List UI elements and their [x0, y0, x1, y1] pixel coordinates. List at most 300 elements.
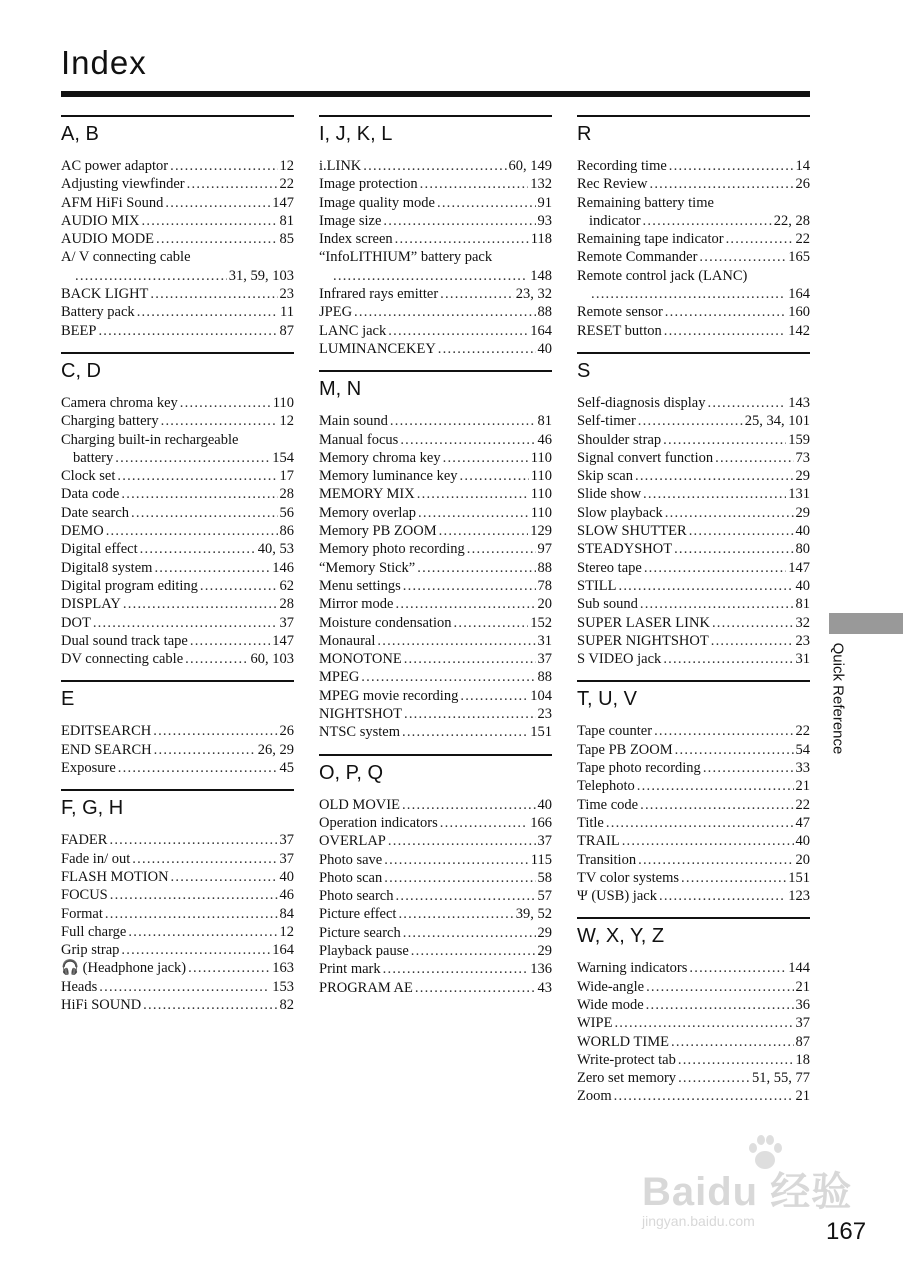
index-entry	[61, 614, 294, 632]
entry-page: 22	[795, 723, 810, 740]
entry-page: 18	[795, 1051, 810, 1068]
entry-label: Telephoto	[577, 778, 635, 795]
index-entry	[319, 303, 552, 321]
index-section	[61, 115, 294, 340]
entry-page: 84	[279, 905, 294, 922]
entry-page: 29	[795, 468, 810, 485]
leader-dots	[171, 868, 278, 886]
index-entry	[61, 467, 294, 485]
entry-label: DEMO	[61, 523, 104, 540]
entry-label: Fade in/ out	[61, 850, 131, 867]
index-entry	[577, 212, 810, 230]
watermark-url: jingyan.baidu.com	[642, 1213, 755, 1229]
side-tab-marker	[829, 613, 903, 634]
section-rule	[577, 680, 810, 682]
entry-label: Zoom	[577, 1088, 612, 1105]
entry-page: 22, 28	[773, 212, 810, 229]
leader-dots	[649, 175, 793, 193]
entry-page: 164	[530, 322, 552, 339]
leader-dots	[132, 850, 277, 868]
entry-label: AUDIO MODE	[61, 231, 155, 248]
index-entry	[319, 723, 552, 741]
index-entry	[319, 449, 552, 467]
leader-dots	[460, 687, 528, 705]
index-section	[61, 789, 294, 1014]
index-entry	[577, 504, 810, 522]
leader-dots	[396, 887, 536, 905]
index-entry	[577, 869, 810, 887]
entry-page: 26	[795, 176, 810, 193]
entry-label: OVERLAP	[319, 833, 386, 850]
section-heading: C, D	[61, 359, 101, 382]
index-entry	[577, 722, 810, 740]
leader-dots	[618, 577, 793, 595]
entry-label: Picture search	[319, 924, 401, 941]
entry-label: STILL	[577, 577, 617, 594]
leader-dots	[646, 978, 793, 996]
entry-label: Remote Commander	[577, 249, 698, 266]
index-entry	[61, 850, 294, 868]
entry-label: HiFi SOUND	[61, 996, 142, 1013]
entry-label: Adjusting viewfinder	[61, 176, 185, 193]
index-entry	[61, 431, 294, 449]
entry-label: DOT	[61, 614, 91, 631]
leader-dots	[400, 431, 535, 449]
index-entry	[61, 540, 294, 558]
entry-page: 58	[537, 869, 552, 886]
side-tab-label: Quick Reference	[829, 642, 847, 755]
entry-page: 37	[537, 833, 552, 850]
index-entry	[319, 577, 552, 595]
leader-dots	[98, 322, 277, 340]
leader-dots	[699, 248, 786, 266]
entry-page: 37	[279, 614, 294, 631]
index-entry	[577, 796, 810, 814]
section-heading: E	[61, 688, 75, 711]
index-section	[577, 917, 810, 1105]
leader-dots	[395, 230, 529, 248]
index-entry	[319, 267, 552, 285]
entry-page: 21	[795, 778, 810, 795]
index-entry	[319, 650, 552, 668]
index-entry	[319, 540, 552, 558]
entry-label: Moisture condensation	[319, 614, 452, 631]
leader-dots	[637, 777, 794, 795]
entry-label: AUDIO MIX	[61, 212, 140, 229]
entry-page: 14	[795, 158, 810, 174]
leader-dots	[137, 303, 278, 321]
entry-page: 164	[788, 286, 810, 303]
entry-page: 31, 59, 103	[228, 267, 294, 284]
entry-label: Write-protect tab	[577, 1051, 676, 1068]
entry-page: 78	[537, 577, 552, 594]
entry-label: Tape counter	[577, 723, 653, 740]
entry-label: Digital8 system	[61, 559, 153, 576]
entry-page: 37	[537, 651, 552, 668]
section-heading: S	[577, 359, 591, 382]
entry-label: TRAIL	[577, 833, 620, 850]
entry-label: Exposure	[61, 760, 116, 777]
entry-label: Tape photo recording	[577, 760, 701, 777]
leader-dots	[117, 467, 277, 485]
index-column-3	[577, 115, 810, 1118]
entry-page: 147	[788, 559, 810, 576]
leader-dots	[128, 923, 277, 941]
index-column-1	[61, 115, 294, 1026]
entry-label: Charging battery	[61, 413, 159, 430]
leader-dots	[665, 303, 786, 321]
entry-page: 54	[795, 741, 810, 758]
entry-page: 87	[795, 1033, 810, 1050]
entry-page: 45	[279, 760, 294, 777]
index-entry	[319, 485, 552, 503]
title-rule	[61, 91, 810, 97]
leader-dots	[153, 722, 277, 740]
leader-dots	[118, 759, 278, 777]
index-entry	[319, 905, 552, 923]
entry-page: 29	[795, 504, 810, 521]
entry-label: NIGHTSHOT	[319, 706, 402, 723]
entry-page: 23	[795, 632, 810, 649]
leader-dots	[467, 540, 536, 558]
entry-label: Title	[577, 814, 604, 831]
entry-page: 23, 32	[515, 286, 552, 303]
index-entry	[319, 796, 552, 814]
section-rule	[319, 370, 552, 372]
index-section	[61, 352, 294, 668]
index-entry	[577, 1069, 810, 1087]
leader-dots	[440, 285, 514, 303]
leader-dots	[675, 741, 794, 759]
entry-page: 56	[279, 504, 294, 521]
leader-dots	[638, 412, 743, 430]
index-section	[577, 115, 810, 340]
entry-page: 28	[279, 486, 294, 503]
leader-dots	[681, 869, 786, 887]
index-entry	[319, 230, 552, 248]
leader-dots	[689, 522, 794, 540]
leader-dots	[715, 449, 793, 467]
leader-dots	[75, 267, 227, 285]
index-entry	[61, 759, 294, 777]
entry-page: 73	[795, 449, 810, 466]
entry-label: Signal convert function	[577, 449, 714, 466]
leader-dots	[635, 467, 794, 485]
entry-label: RESET button	[577, 322, 662, 339]
entry-page: 40, 53	[257, 541, 294, 558]
index-entry	[577, 959, 810, 977]
index-entry	[577, 595, 810, 613]
index-entry	[577, 887, 810, 905]
leader-dots	[712, 614, 794, 632]
index-entry	[577, 559, 810, 577]
entry-label: Print mark	[319, 961, 381, 978]
leader-dots	[390, 412, 536, 430]
leader-dots	[415, 979, 536, 997]
entry-page: 118	[530, 231, 552, 248]
leader-dots	[354, 303, 535, 321]
entry-label: Charging built-in rechargeable	[61, 431, 239, 448]
index-entry	[577, 996, 810, 1014]
entry-label: “Memory Stick”	[319, 559, 416, 576]
leader-dots	[640, 796, 793, 814]
entry-page: 85	[279, 231, 294, 248]
index-entry	[577, 1033, 810, 1051]
entry-label: MEMORY MIX	[319, 486, 415, 503]
index-entry	[61, 650, 294, 668]
index-entry	[577, 1014, 810, 1032]
entry-label: Memory photo recording	[319, 541, 465, 558]
entry-page: 20	[795, 851, 810, 868]
leader-dots	[165, 194, 270, 212]
entry-label: Monaural	[319, 632, 376, 649]
entry-label: 🎧 (Headphone jack)	[61, 960, 187, 977]
entry-page: 81	[537, 413, 552, 430]
entry-label: Index screen	[319, 231, 393, 248]
index-entry	[577, 394, 810, 412]
leader-dots	[190, 632, 270, 650]
entry-page: 81	[279, 212, 294, 229]
entry-page: 43	[537, 979, 552, 996]
entry-page: 88	[537, 304, 552, 321]
entry-page: 154	[272, 449, 294, 466]
leader-dots	[404, 705, 536, 723]
index-entry	[61, 941, 294, 959]
leader-dots	[418, 504, 529, 522]
leader-dots	[384, 869, 535, 887]
entry-page: 31	[537, 632, 552, 649]
entry-page: 88	[537, 669, 552, 686]
entry-label: Menu settings	[319, 577, 401, 594]
entry-page: 26, 29	[257, 741, 294, 758]
entry-page: 166	[530, 814, 552, 831]
entry-label: Transition	[577, 851, 637, 868]
index-entry	[319, 322, 552, 340]
entry-page: 81	[795, 596, 810, 613]
entry-page: 46	[279, 887, 294, 904]
entry-label: DV connecting cable	[61, 651, 184, 668]
entry-page: 12	[279, 923, 294, 940]
entry-label: indicator	[589, 212, 641, 229]
index-entry	[61, 230, 294, 248]
entry-label: Tape PB ZOOM	[577, 741, 673, 758]
entry-page: 87	[279, 322, 294, 339]
entry-label: Time code	[577, 796, 639, 813]
index-section	[61, 680, 294, 777]
leader-dots	[591, 285, 786, 303]
entry-page: 22	[279, 176, 294, 193]
leader-dots	[654, 722, 793, 740]
leader-dots	[121, 485, 277, 503]
index-entry	[319, 869, 552, 887]
index-entry	[319, 248, 552, 266]
section-rule	[319, 754, 552, 756]
entry-label: Memory chroma key	[319, 449, 441, 466]
entry-page: 28	[279, 596, 294, 613]
leader-dots	[711, 632, 794, 650]
leader-dots	[443, 449, 529, 467]
leader-dots	[669, 157, 794, 175]
index-entry	[61, 504, 294, 522]
entry-label: WORLD TIME	[577, 1033, 669, 1050]
leader-dots	[659, 887, 786, 905]
leader-dots	[142, 212, 278, 230]
section-heading: R	[577, 123, 592, 145]
entry-label: Dual sound track tape	[61, 632, 188, 649]
entry-label: Digital program editing	[61, 577, 198, 594]
index-entry	[61, 559, 294, 577]
entry-label: Full charge	[61, 923, 127, 940]
entry-label: MPEG movie recording	[319, 687, 459, 704]
index-entry	[577, 1051, 810, 1069]
entry-page: 11	[280, 304, 294, 321]
entry-page: 110	[272, 394, 294, 411]
index-entry	[61, 449, 294, 467]
leader-dots	[638, 851, 793, 869]
entry-label: Self-timer	[577, 413, 636, 430]
entry-label: Operation indicators	[319, 814, 438, 831]
entry-page: 148	[530, 267, 552, 284]
leader-dots	[123, 595, 278, 613]
section-rule	[319, 115, 552, 117]
entry-label: Battery pack	[61, 304, 135, 321]
entry-page: 151	[788, 869, 810, 886]
leader-dots	[384, 851, 529, 869]
index-entry	[61, 577, 294, 595]
leader-dots	[333, 267, 528, 285]
entry-label: FADER	[61, 832, 108, 849]
entry-label: i.LINK	[319, 158, 362, 174]
entry-page: 164	[272, 942, 294, 959]
entry-page: 147	[272, 194, 294, 211]
leader-dots	[411, 942, 536, 960]
index-entry	[319, 887, 552, 905]
leader-dots	[383, 960, 529, 978]
watermark-brand: Baidu 经验	[642, 1170, 853, 1214]
index-entry	[319, 285, 552, 303]
index-entry	[61, 322, 294, 340]
entry-page: 62	[279, 577, 294, 594]
entry-page: 110	[530, 486, 552, 503]
index-entry	[61, 996, 294, 1014]
section-heading: A, B	[61, 123, 99, 145]
leader-dots	[644, 559, 786, 577]
leader-dots	[93, 614, 278, 632]
entry-label: Ψ (USB) jack	[577, 888, 657, 905]
entry-page: 51, 55, 77	[752, 1070, 810, 1087]
leader-dots	[678, 1069, 750, 1087]
entry-page: 132	[530, 176, 552, 193]
index-entry	[61, 978, 294, 996]
entry-page: 21	[795, 978, 810, 995]
leader-dots	[140, 540, 256, 558]
entry-page: 159	[788, 431, 810, 448]
leader-dots	[640, 595, 794, 613]
entry-page: 160	[788, 304, 810, 321]
entry-label: Shoulder strap	[577, 431, 662, 448]
entry-page: 97	[537, 541, 552, 558]
entry-label: WIPE	[577, 1015, 613, 1032]
index-entry	[577, 412, 810, 430]
entry-label: MPEG	[319, 669, 360, 686]
entry-label: AFM HiFi Sound	[61, 194, 164, 211]
leader-dots	[388, 322, 528, 340]
leader-dots	[109, 831, 277, 849]
index-section	[577, 352, 810, 668]
index-entry	[61, 741, 294, 759]
entry-label: Sub sound	[577, 596, 638, 613]
entry-label: LUMINANCEKEY	[319, 340, 436, 357]
entry-page: 26	[279, 723, 294, 740]
entry-label: Camera chroma key	[61, 394, 178, 411]
index-entry	[577, 777, 810, 795]
entry-label: A/ V connecting cable	[61, 249, 191, 266]
index-entry	[577, 522, 810, 540]
leader-dots	[606, 814, 794, 832]
entry-label: Remaining battery time	[577, 194, 714, 211]
index-entry	[61, 485, 294, 503]
leader-dots	[188, 959, 270, 977]
index-entry	[319, 851, 552, 869]
entry-page: 36	[795, 996, 810, 1013]
entry-page: 40	[537, 340, 552, 357]
entry-label: Digital effect	[61, 541, 138, 558]
entry-label: Infrared rays emitter	[319, 286, 439, 303]
index-entry	[577, 194, 810, 212]
entry-page: 153	[272, 978, 294, 995]
leader-dots	[377, 632, 535, 650]
index-entry	[577, 741, 810, 759]
entry-label: AC power adaptor	[61, 158, 169, 174]
entry-label: Image size	[319, 212, 382, 229]
leader-dots	[643, 485, 786, 503]
section-rule	[577, 115, 810, 117]
index-entry	[319, 559, 552, 577]
leader-dots	[180, 394, 271, 412]
index-entry	[61, 905, 294, 923]
entry-page: 110	[530, 504, 552, 521]
index-entry	[577, 614, 810, 632]
entry-page: 60, 149	[508, 158, 552, 174]
leader-dots	[99, 978, 270, 996]
index-entry	[61, 722, 294, 740]
leader-dots	[678, 1051, 794, 1069]
entry-page: 25, 34, 101	[744, 413, 810, 430]
entry-page: 165	[788, 249, 810, 266]
index-entry	[577, 485, 810, 503]
leader-dots	[115, 449, 270, 467]
entry-page: 47	[795, 814, 810, 831]
section-rule	[61, 352, 294, 354]
entry-page: 40	[795, 833, 810, 850]
entry-label: TV color systems	[577, 869, 680, 886]
entry-label: Memory PB ZOOM	[319, 523, 437, 540]
entry-label: NTSC system	[319, 724, 400, 741]
entry-label: Remote sensor	[577, 304, 663, 321]
index-section	[319, 370, 552, 741]
index-entry	[577, 851, 810, 869]
leader-dots	[671, 1033, 794, 1051]
leader-dots	[454, 614, 529, 632]
leader-dots	[689, 959, 786, 977]
index-entry	[577, 267, 810, 285]
section-heading: F, G, H	[61, 797, 124, 820]
entry-label: Rec Review	[577, 176, 648, 193]
index-entry	[577, 175, 810, 193]
entry-label: Playback pause	[319, 942, 409, 959]
entry-page: 22	[795, 231, 810, 248]
entry-page: 144	[788, 960, 810, 977]
